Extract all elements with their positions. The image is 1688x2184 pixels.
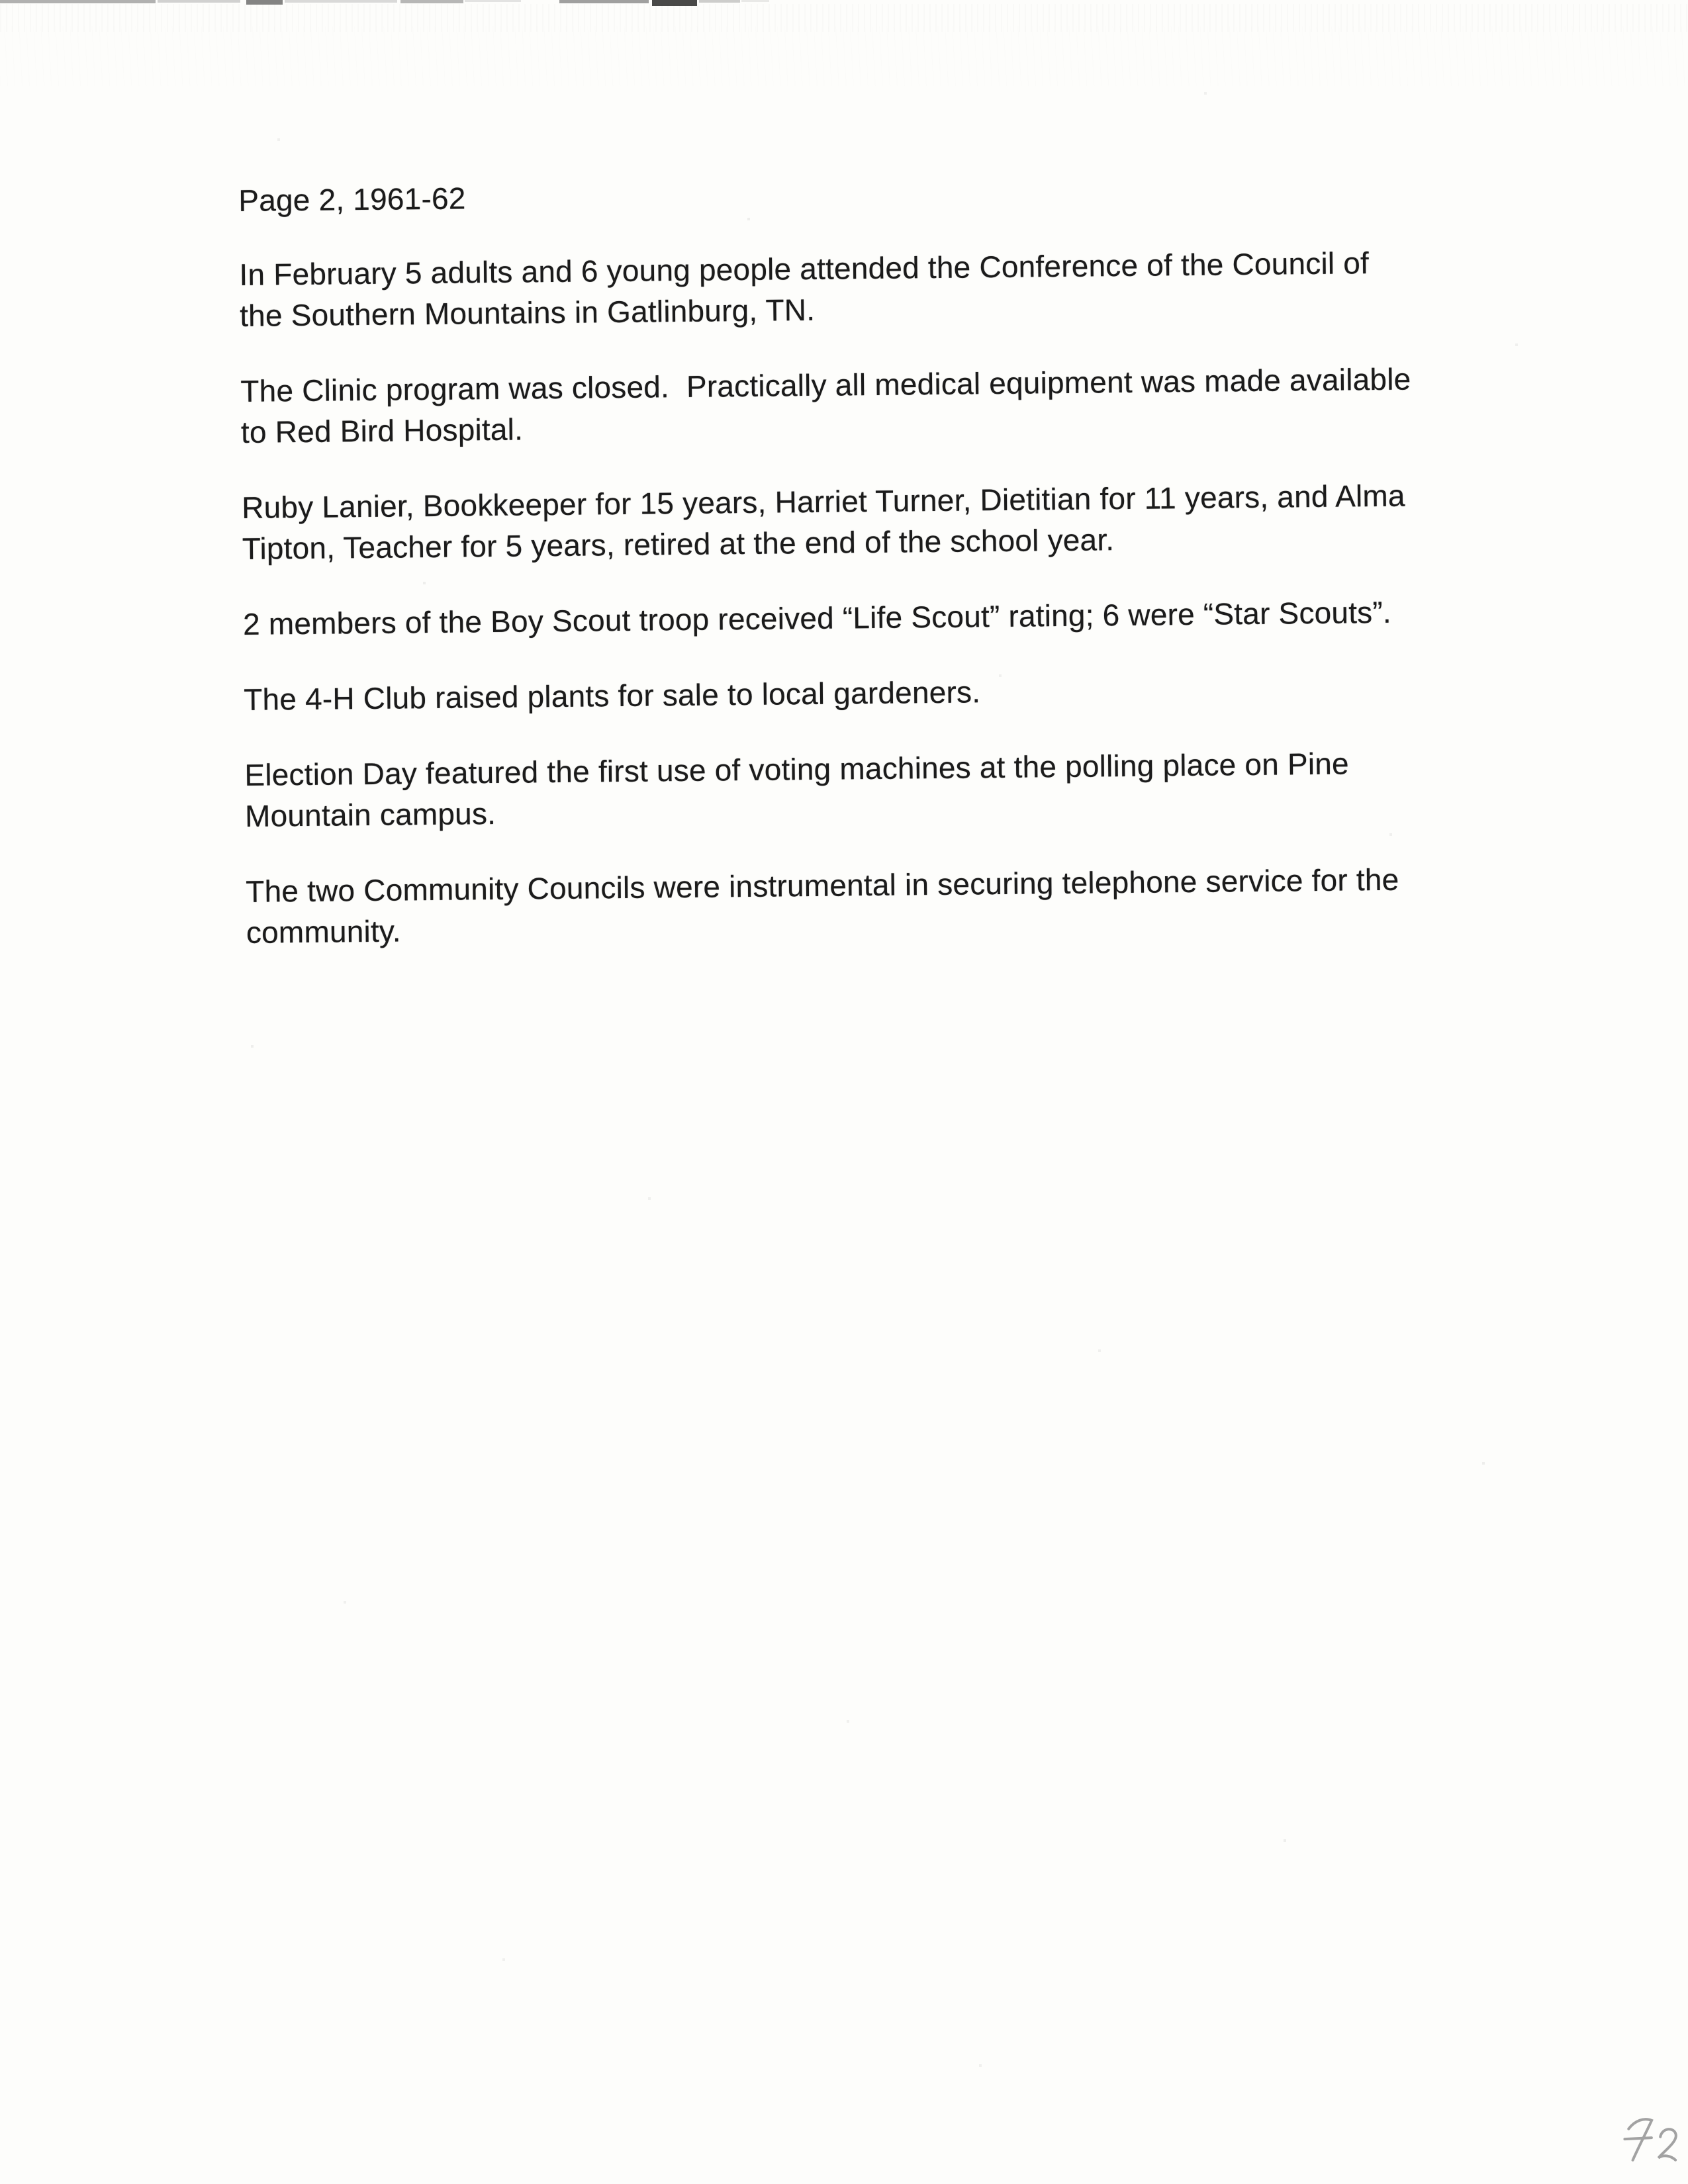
- document-text-block: [238, 166, 1604, 987]
- scan-speckles: [0, 0, 1, 1]
- paragraph-boy-scouts: [243, 589, 1601, 644]
- paragraph-line: Ruby Lanier, Bookkeeper for 15 years, Harriet Turner, Dietitian for 11 years, and Alma: [241, 478, 1405, 525]
- paragraph-line: Tipton, Teacher for 5 years, retired at the end of the school year.: [242, 522, 1115, 566]
- paragraph-line: The 4-H Club raised plants for sale to local gardeners.: [243, 674, 981, 717]
- paragraph-conference: [239, 240, 1597, 336]
- scan-grain-band-2: [0, 26, 1688, 86]
- paragraph-line: community.: [246, 913, 401, 950]
- paragraph-line: the Southern Mountains in Gatlinburg, TN.: [239, 292, 816, 333]
- paragraph-clinic: [240, 357, 1598, 453]
- paragraph-line: 2 members of the Boy Scout troop received “Life Scout” rating; 6 were “Star Scouts”.: [242, 594, 1392, 641]
- handwritten-page-number: [1620, 2109, 1688, 2177]
- paragraph-line: The Clinic program was closed. Practically all medical equipment was made available: [240, 361, 1411, 408]
- paragraph-line: In February 5 adults and 6 young people attended the Conference of the Council of: [239, 246, 1370, 292]
- paragraph-line: to Red Bird Hospital.: [240, 412, 524, 449]
- page-header: Page 2, 1961-62: [238, 181, 466, 218]
- paragraph-4h-club: [244, 664, 1601, 719]
- paragraph-election-day: [244, 740, 1602, 836]
- paragraph-line: Mountain campus.: [244, 796, 496, 833]
- paragraph-line: Election Day featured the first use of voting machines at the polling place on Pine: [244, 746, 1350, 792]
- paragraph-retirements: [242, 473, 1599, 569]
- paragraph-line: The two Community Councils were instrumental in securing telephone service for the: [245, 862, 1399, 909]
- paragraph-community-councils: [246, 856, 1603, 952]
